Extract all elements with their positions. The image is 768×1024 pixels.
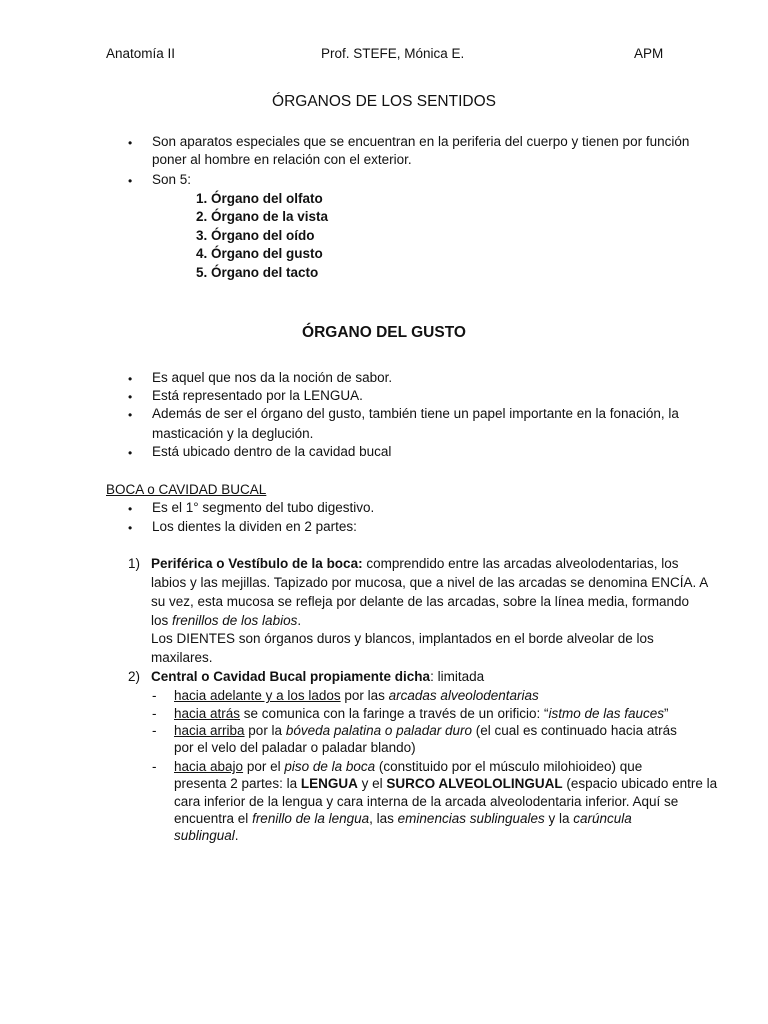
part-2-term: Central o Cavidad Bucal propiamente dicha	[151, 669, 431, 684]
bullet-icon: •	[128, 390, 133, 404]
gusto-bullet-3-line-2: masticación y la deglución.	[152, 426, 314, 441]
bullet-icon: •	[128, 136, 133, 150]
limit-top-line-2: por el velo del paladar o paladar blando)	[174, 740, 416, 755]
part-2-number: 2)	[128, 669, 141, 684]
header-institution: APM	[634, 46, 664, 61]
limit-front: hacia adelante y a los lados por las arcadas alveolodentarias	[174, 688, 539, 703]
intro-bullet-1-line-2: poner al hombre en relación con el exterior.	[152, 152, 412, 167]
limit-back: hacia atrás se comunica con la faringe a través de un orificio: “istmo de las fauces”	[174, 706, 669, 721]
limit-bottom-line-2: presenta 2 partes: la LENGUA y el SURCO ALVEOLOLINGUAL (espacio ubicado entre la	[174, 776, 718, 791]
bullet-icon: •	[128, 502, 133, 516]
bullet-icon: •	[128, 446, 133, 460]
gusto-bullet-4: Está ubicado dentro de la cavidad bucal	[152, 444, 392, 459]
limit-bottom-line-1: hacia abajo por el piso de la boca (constituido por el músculo milohioideo) que	[174, 759, 643, 774]
section-title-gusto: ÓRGANO DEL GUSTO	[302, 324, 466, 341]
dash-icon: -	[152, 688, 157, 703]
bullet-icon: •	[128, 372, 133, 386]
bullet-icon: •	[128, 174, 133, 188]
bullet-icon: •	[128, 521, 133, 535]
part-2-line-1: Central o Cavidad Bucal propiamente dicha: limitada	[151, 669, 485, 684]
boca-bullet-1: Es el 1° segmento del tubo digestivo.	[152, 500, 375, 515]
header-professor: Prof. STEFE, Mónica E.	[321, 46, 465, 61]
header-course: Anatomía II	[106, 46, 176, 61]
limit-bottom-line-4: encuentra el frenillo de la lengua, las eminencias sublinguales y la carúncula	[174, 811, 632, 826]
part-1-term: Periférica o Vestíbulo de la boca:	[151, 556, 363, 571]
limit-bottom-line-5: sublingual.	[174, 828, 239, 843]
part-1-number: 1)	[128, 556, 141, 571]
dash-icon: -	[152, 706, 157, 721]
gusto-bullet-1: Es aquel que nos da la noción de sabor.	[152, 370, 393, 385]
bullet-icon: •	[128, 408, 133, 422]
part-1-line-6: maxilares.	[151, 650, 213, 665]
dash-icon: -	[152, 723, 157, 738]
part-1-line-2: labios y las mejillas. Tapizado por mucosa, que a nivel de las arcadas se denomina ENCÍA. A	[151, 575, 709, 590]
intro-bullet-1-line-1: Son aparatos especiales que se encuentran en la periferia del cuerpo y tienen por función	[152, 134, 690, 149]
organ-list-item: 1. Órgano del olfato	[196, 191, 323, 206]
intro-bullet-2: Son 5:	[152, 172, 192, 187]
boca-heading: BOCA o CAVIDAD BUCAL	[106, 482, 267, 497]
limit-bottom-line-3: cara inferior de la lengua y cara interna de la arcada alveolodentaria inferior. Aquí se	[174, 794, 679, 809]
organ-list-item: 2. Órgano de la vista	[196, 209, 329, 224]
organ-list-item: 5. Órgano del tacto	[196, 265, 319, 280]
gusto-bullet-3-line-1: Además de ser el órgano del gusto, también tiene un papel importante en la fonación, la	[152, 406, 679, 421]
page-title: ÓRGANOS DE LOS SENTIDOS	[272, 93, 496, 110]
dash-icon: -	[152, 759, 157, 774]
part-1-line-5: Los DIENTES son órganos duros y blancos, implantados en el borde alveolar de los	[151, 631, 654, 646]
gusto-bullet-2: Está representado por la LENGUA.	[152, 388, 363, 403]
organ-list-item: 3. Órgano del oído	[196, 228, 315, 243]
limit-top-line-1: hacia arriba por la bóveda palatina o paladar duro (el cual es continuado hacia atrás	[174, 723, 677, 738]
part-1-line-4: los frenillos de los labios.	[151, 613, 302, 628]
part-1-line-1: Periférica o Vestíbulo de la boca: comprendido entre las arcadas alveolodentarias, los	[151, 556, 679, 571]
organ-list-item: 4. Órgano del gusto	[196, 246, 323, 261]
boca-bullet-2: Los dientes la dividen en 2 partes:	[152, 519, 357, 534]
part-1-line-3: su vez, esta mucosa se refleja por delante de las arcadas, sobre la línea media, formando	[151, 594, 690, 609]
